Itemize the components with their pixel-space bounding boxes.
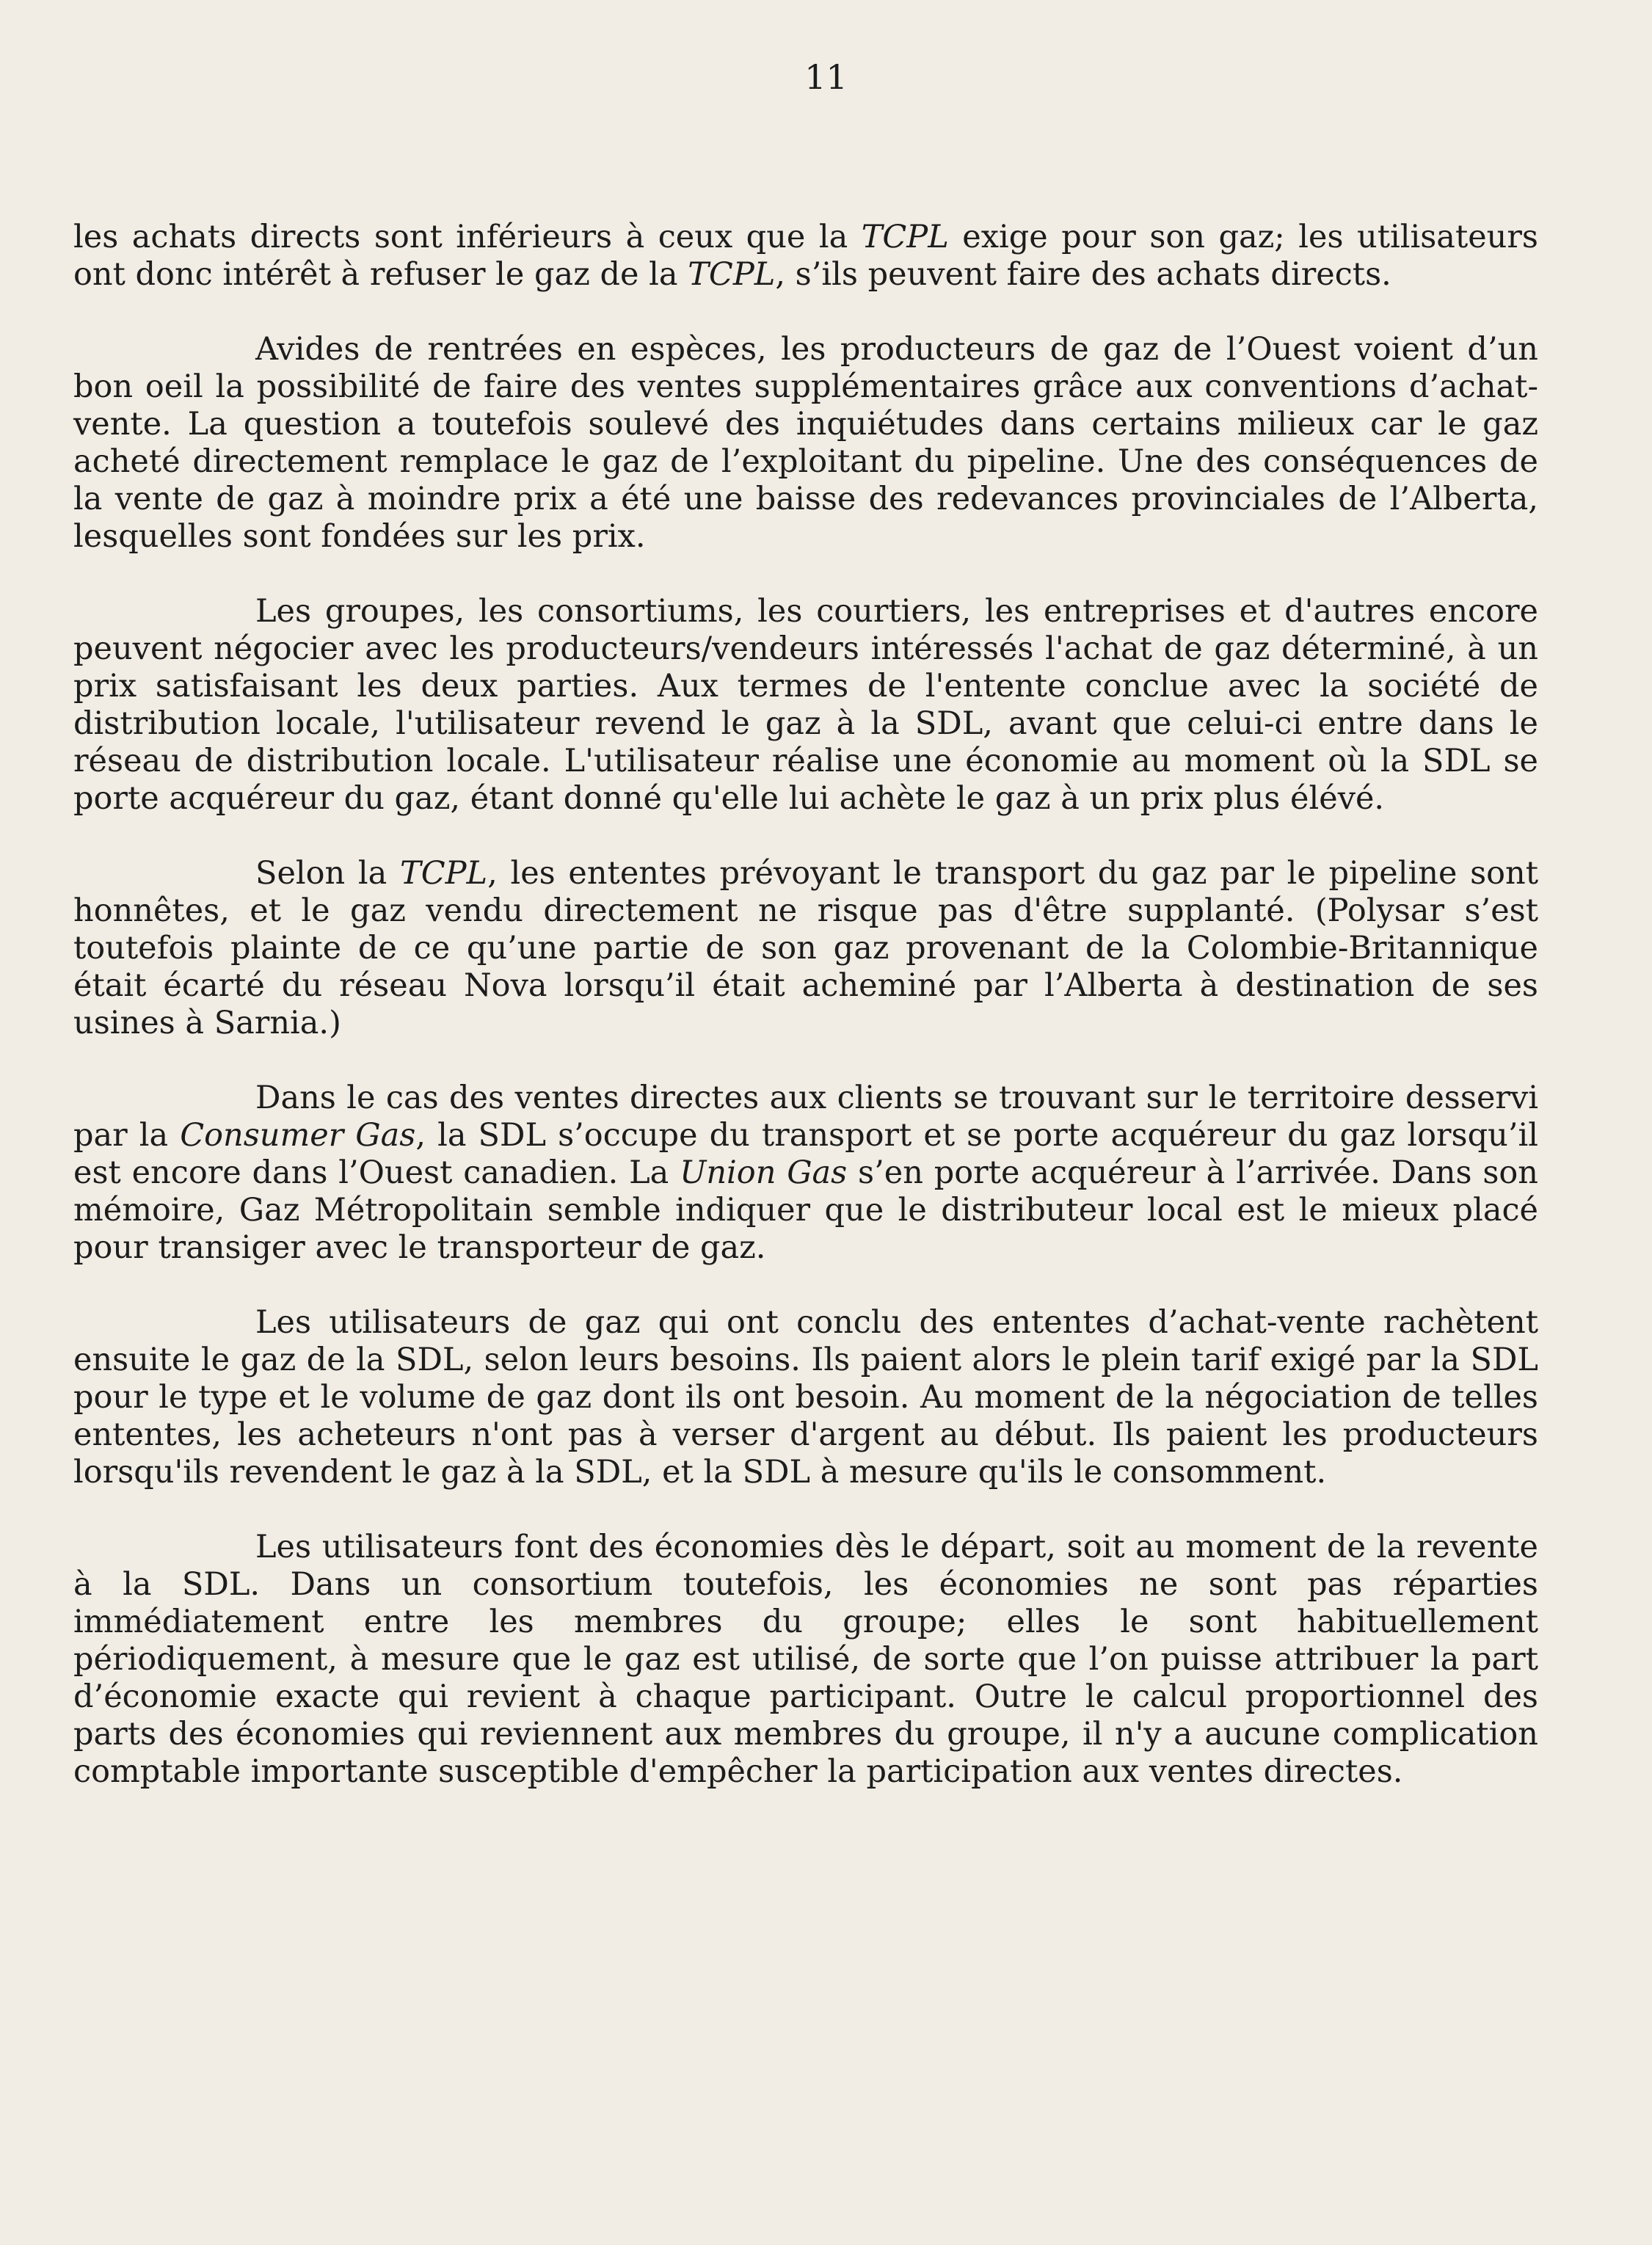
text-run: exige pour son gaz; les utilisateurs ont donc intérêt à refuser le gaz de la — [73, 219, 1538, 293]
italic-text: TCPL — [688, 256, 776, 293]
text-run: Les utilisateurs de gaz qui ont conclu des ententes d’achat-vente rachètent ensuite le gaz de la SDL, selon leurs besoins. Ils paient alors le plein tarif exigé par la SDL pour le type et le volume de gaz dont ils ont besoin. Au moment de la négociation de telles ententes, les acheteurs n'ont pas à verser d'argent au début. Ils paient les producteurs lorsqu'ils revendent le gaz à la SDL, et la SDL à mesure qu'ils le consomment. — [73, 1304, 1538, 1491]
text-run: s’en porte acquéreur à l’arrivée. Dans son mémoire, Gaz Métropolitain semble indiquer que le distributeur local est le mieux placé pour transiger avec le transporteur de gaz. — [73, 1154, 1538, 1266]
paragraph — [73, 855, 1538, 1042]
paragraph — [73, 219, 1538, 294]
paragraph — [73, 1304, 1538, 1491]
text-run: Selon la — [255, 855, 401, 892]
italic-text: Union Gas — [680, 1154, 848, 1191]
body-text — [73, 219, 1538, 1791]
paragraph — [73, 1529, 1538, 1791]
italic-text: Consumer Gas — [180, 1117, 416, 1154]
page-number: 11 — [804, 57, 848, 97]
italic-text: TCPL — [861, 219, 949, 255]
text-run: , la SDL s’occupe du transport et se porte acquéreur du gaz lorsqu’il est encore dans l’Ouest canadien. La — [73, 1117, 1538, 1191]
text-run: Les utilisateurs font des économies dès le départ, soit au moment de la revente à la SDL. Dans un consortium toutefois, les économies ne sont pas réparties immédiatement entre les membres du groupe; elles le sont habituellement périodiquement, à mesure que le gaz est utilisé, de sorte que l’on puisse attribuer la part d’économie exacte qui revient à chaque participant. Outre le calcul proportionnel des parts des économies qui reviennent aux membres du groupe, il n'y a aucune complication comptable importante susceptible d'empêcher la participation aux ventes directes. — [73, 1529, 1538, 1790]
text-run: , les ententes prévoyant le transport du gaz par le pipeline sont honnêtes, et le gaz vendu directement ne risque pas d'être supplanté. (Polysar s’est toutefois plainte de ce qu’une partie de son gaz provenant de la Colombie-Britannique était écarté du réseau Nova lorsqu’il était acheminé par l’Alberta à destination de ses usines à Sarnia.) — [73, 855, 1539, 1041]
text-run: Dans le cas des ventes directes aux clients se trouvant sur le territoire desservi par la — [73, 1080, 1538, 1154]
text-run: Les groupes, les consortiums, les courtiers, les entreprises et d'autres encore peuvent négocier avec les producteurs/vendeurs intéressés l'achat de gaz déterminé, à un prix satisfaisant les deux parties. Aux termes de l'entente conclue avec la société de distribution locale, l'utilisateur revend le gaz à la SDL, avant que celui-ci entre dans le réseau de distribution locale. L'utilisateur réalise une économie au moment où la SDL se porte acquéreur du gaz, étant donné qu'elle lui achète le gaz à un prix plus élévé. — [73, 593, 1538, 817]
paragraph — [73, 593, 1538, 818]
paragraph — [73, 1080, 1538, 1267]
italic-text: TCPL — [400, 855, 488, 892]
text-run: les achats directs sont inférieurs à ceux que la — [73, 219, 862, 255]
paragraph — [73, 331, 1538, 556]
text-run: Avides de rentrées en espèces, les producteurs de gaz de l’Ouest voient d’un bon oeil la possibilité de faire des ventes supplémentaires grâce aux conventions d’achat-vente. La question a toutefois soulevé des inquiétudes dans certains milieux car le gaz acheté directement remplace le gaz de l’exploitant du pipeline. Une des conséquences de la vente de gaz à moindre prix a été une baisse des redevances provinciales de l’Alberta, lesquelles sont fondées sur les prix. — [73, 331, 1538, 555]
text-run: , s’ils peuvent faire des achats directs. — [775, 256, 1391, 293]
